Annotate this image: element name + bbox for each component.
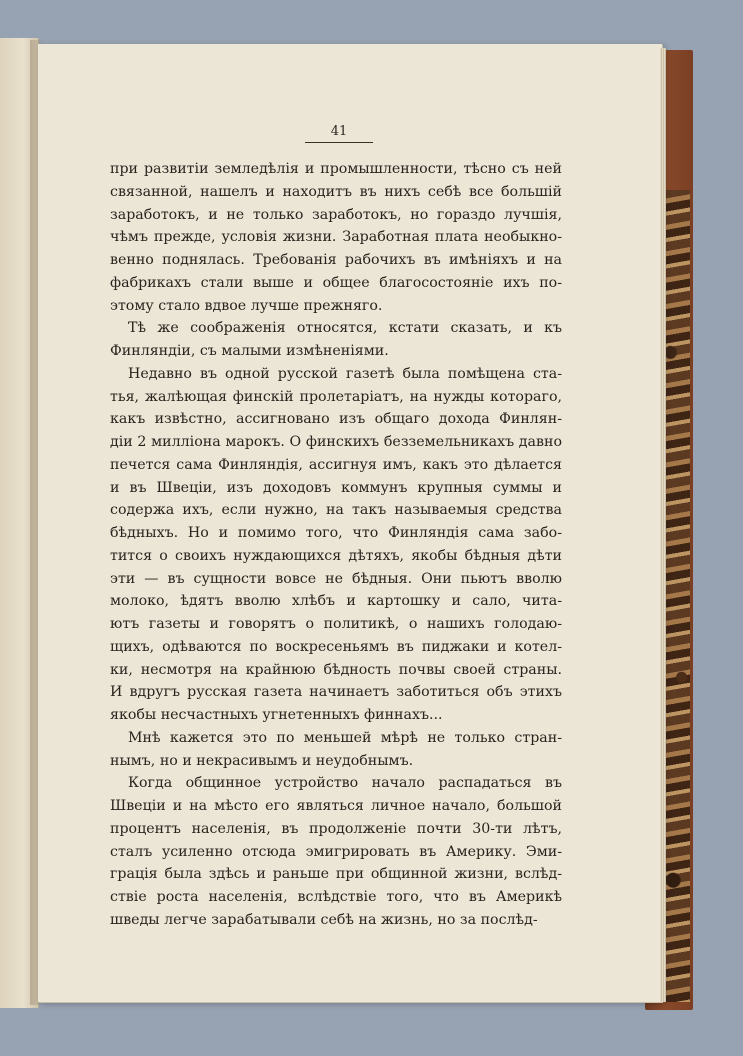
text-line: бѣдныхъ. Но и помимо того, что Финляндія сама забо- (110, 525, 562, 541)
marbled-page-edge (662, 190, 690, 1002)
text-line: ютъ газеты и говорятъ о политикѣ, о нашихъ голодаю- (110, 616, 562, 632)
paragraph (110, 727, 562, 773)
text-line: эти — въ сущности вовсе не бѣдныя. Они пьютъ вволю (110, 570, 562, 587)
text-line: печется сама Финляндія, ассигнуя имъ, какъ это дѣлается (110, 456, 562, 473)
text-line: венно поднялась. Требованія рабочихъ въ имѣніяхъ и на (110, 252, 562, 268)
text-line: якобы несчастныхъ угнетенныхъ финнахъ... (110, 707, 443, 723)
page-number: 41 (305, 124, 373, 143)
text-line: заработокъ, и не только заработокъ, но гораздо лучшія, (110, 206, 562, 223)
text-line: тья, жалѣющая финскій пролетаріатъ, на нужды котораго, (110, 388, 562, 405)
text-line: Когда общинное устройство начало распадаться въ (128, 775, 562, 792)
text-line: фабрикахъ стали выше и общее благосостояніе ихъ по- (110, 274, 562, 291)
text-line: при развитіи земледѣлія и промышленности, тѣсно съ ней (110, 161, 562, 177)
text-line: этому стало вдвое лучше прежняго. (110, 297, 383, 314)
text-line: шведы легче зарабатывали себѣ на жизнь, но за послѣд- (110, 911, 538, 928)
text-line: и въ Швеціи, изъ доходовъ коммунъ крупныя суммы и (110, 479, 562, 496)
text-line: сталъ усиленно отсюда эмигрировать въ Америку. Эми- (110, 843, 562, 860)
text-line: связанной, нашелъ и находитъ въ нихъ себѣ все большій (110, 183, 562, 200)
text-line: щихъ, одѣваются по воскресеньямъ въ пиджаки и котел- (110, 638, 562, 655)
paragraph (110, 363, 562, 727)
text-line: грація была здѣсь и раньше при общинной жизни, вслѣд- (110, 866, 562, 883)
text-line: И вдругъ русская газета начинаетъ заботиться объ этихъ (110, 684, 562, 701)
text-line: содержа ихъ, если нужно, на такъ называемыя средства (110, 502, 562, 519)
text-line: Мнѣ кажется это по меньшей мѣрѣ не только стран- (128, 729, 562, 746)
page-body-text (110, 158, 562, 932)
text-line: тится о своихъ нуждающихся дѣтяхъ, якобы бѣдныя дѣти (110, 547, 562, 564)
paragraph (110, 317, 562, 363)
text-line: молоко, ѣдятъ вволю хлѣбъ и картошку и сало, чита- (110, 593, 562, 610)
text-line: процентъ населенія, въ продолженіе почти 30-ти лѣтъ, (110, 820, 562, 837)
text-line: ки, несмотря на крайнюю бѣдность почвы своей страны. (110, 661, 562, 678)
text-line: нымъ, но и некрасивымъ и неудобнымъ. (110, 752, 414, 769)
text-line: діи 2 милліона марокъ. О финскихъ безземельникахъ давно (110, 434, 562, 450)
text-line: Финляндіи, съ малыми измѣненіями. (110, 343, 389, 359)
text-line: Недавно въ одной русской газетѣ была помѣщена ста- (128, 365, 562, 382)
text-line: ствіе роста населенія, вслѣдствіе того, что въ Америкѣ (110, 889, 562, 905)
text-line: Тѣ же соображенія относятся, кстати сказать, и къ (128, 320, 562, 337)
text-line: какъ извѣстно, ассигновано изъ общаго дохода Финлян- (110, 411, 562, 428)
paragraph (110, 158, 562, 317)
text-line: Швеціи и на мѣсто его являться личное начало, большой (110, 798, 562, 814)
page-stack-edge (660, 48, 666, 1002)
text-line: чѣмъ прежде, условія жизни. Заработная плата необыкно- (110, 229, 562, 246)
paragraph (110, 772, 562, 931)
